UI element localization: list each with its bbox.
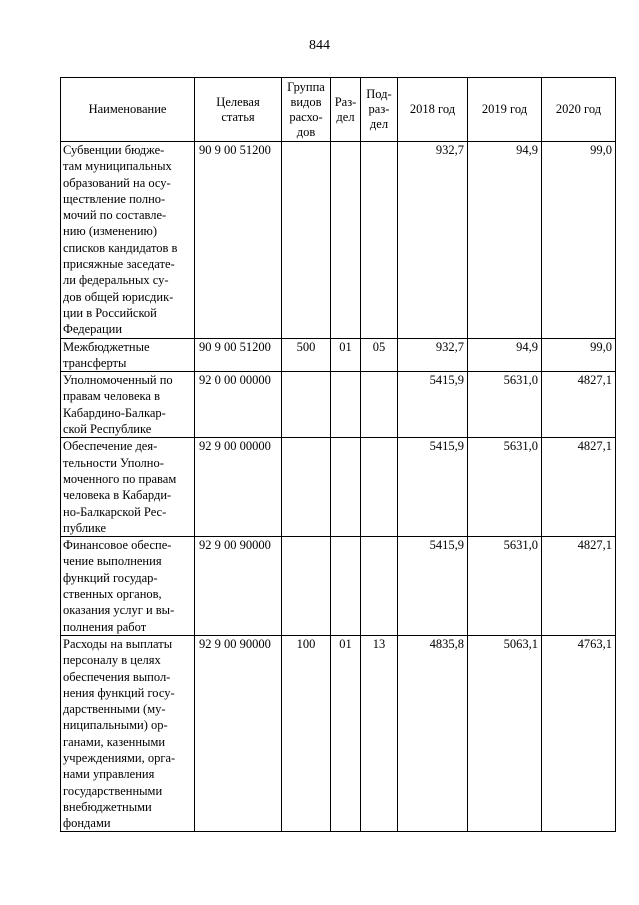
header-2018: 2018 год [398, 78, 468, 142]
cell-group: 100 [282, 635, 331, 832]
header-2019: 2019 год [468, 78, 542, 142]
cell-target: 92 9 00 90000 [195, 537, 282, 636]
cell-name: Межбюджетные трансферты [61, 338, 195, 372]
table-row [61, 438, 616, 537]
cell-2020: 99,0 [542, 142, 616, 339]
cell-subsection [361, 372, 398, 438]
cell-name: Уполномоченный по правам человека в Кабардино-Балкар- ской Республике [61, 372, 195, 438]
cell-target: 92 9 00 90000 [195, 635, 282, 832]
cell-target: 92 0 00 00000 [195, 372, 282, 438]
cell-group [282, 142, 331, 339]
cell-2020: 4827,1 [542, 537, 616, 636]
cell-2019: 5631,0 [468, 537, 542, 636]
cell-2019: 94,9 [468, 338, 542, 372]
header-group: Группа видов расхо- дов [282, 78, 331, 142]
table-header-row [61, 78, 616, 142]
table-row [61, 142, 616, 339]
cell-2020: 4827,1 [542, 438, 616, 537]
cell-2020: 4827,1 [542, 372, 616, 438]
header-2020: 2020 год [542, 78, 616, 142]
cell-2018: 5415,9 [398, 372, 468, 438]
cell-2019: 5631,0 [468, 372, 542, 438]
page-number: 844 [309, 38, 330, 53]
cell-2020: 4763,1 [542, 635, 616, 832]
cell-subsection [361, 537, 398, 636]
cell-section: 01 [331, 338, 361, 372]
table-row [61, 372, 616, 438]
cell-subsection: 05 [361, 338, 398, 372]
cell-section [331, 372, 361, 438]
cell-section [331, 142, 361, 339]
cell-2019: 5063,1 [468, 635, 542, 832]
table-row [61, 338, 616, 372]
cell-2019: 94,9 [468, 142, 542, 339]
table-row [61, 635, 616, 832]
cell-group [282, 372, 331, 438]
budget-table [60, 77, 616, 832]
cell-name: Субвенции бюдже- там муниципальных образований на осу- ществление полно- мочий по составле- нию (изменению) списков кандидатов в присяжные заседате- ли федеральных су- дов общей юрисдик- ции в Российской Федерации [61, 142, 195, 339]
header-subsection: Под- раз- дел [361, 78, 398, 142]
cell-target: 90 9 00 51200 [195, 338, 282, 372]
cell-group [282, 537, 331, 636]
cell-group: 500 [282, 338, 331, 372]
cell-group [282, 438, 331, 537]
cell-target: 92 9 00 00000 [195, 438, 282, 537]
cell-2018: 932,7 [398, 338, 468, 372]
header-target: Целевая статья [195, 78, 282, 142]
cell-target: 90 9 00 51200 [195, 142, 282, 339]
cell-2018: 5415,9 [398, 537, 468, 636]
cell-subsection: 13 [361, 635, 398, 832]
header-name: Наименование [61, 78, 195, 142]
cell-subsection [361, 142, 398, 339]
cell-2018: 932,7 [398, 142, 468, 339]
cell-section [331, 438, 361, 537]
cell-2019: 5631,0 [468, 438, 542, 537]
header-section: Раз- дел [331, 78, 361, 142]
cell-name: Финансовое обеспе- чение выполнения функций государ- ственных органов, оказания услуг и вы- полнения работ [61, 537, 195, 636]
cell-name: Расходы на выплаты персоналу в целях обеспечения выпол- нения функций госу- дарственными (му- ниципальными) ор- ганами, казенными учреждениями, орга- нами управления государственными внебюджетными фондами [61, 635, 195, 832]
cell-2018: 4835,8 [398, 635, 468, 832]
cell-name: Обеспечение дея- тельности Уполно- моченного по правам человека в Кабарди- но-Балкарской Рес- публике [61, 438, 195, 537]
table-row [61, 537, 616, 636]
cell-2020: 99,0 [542, 338, 616, 372]
cell-subsection [361, 438, 398, 537]
cell-section [331, 537, 361, 636]
cell-section: 01 [331, 635, 361, 832]
cell-2018: 5415,9 [398, 438, 468, 537]
